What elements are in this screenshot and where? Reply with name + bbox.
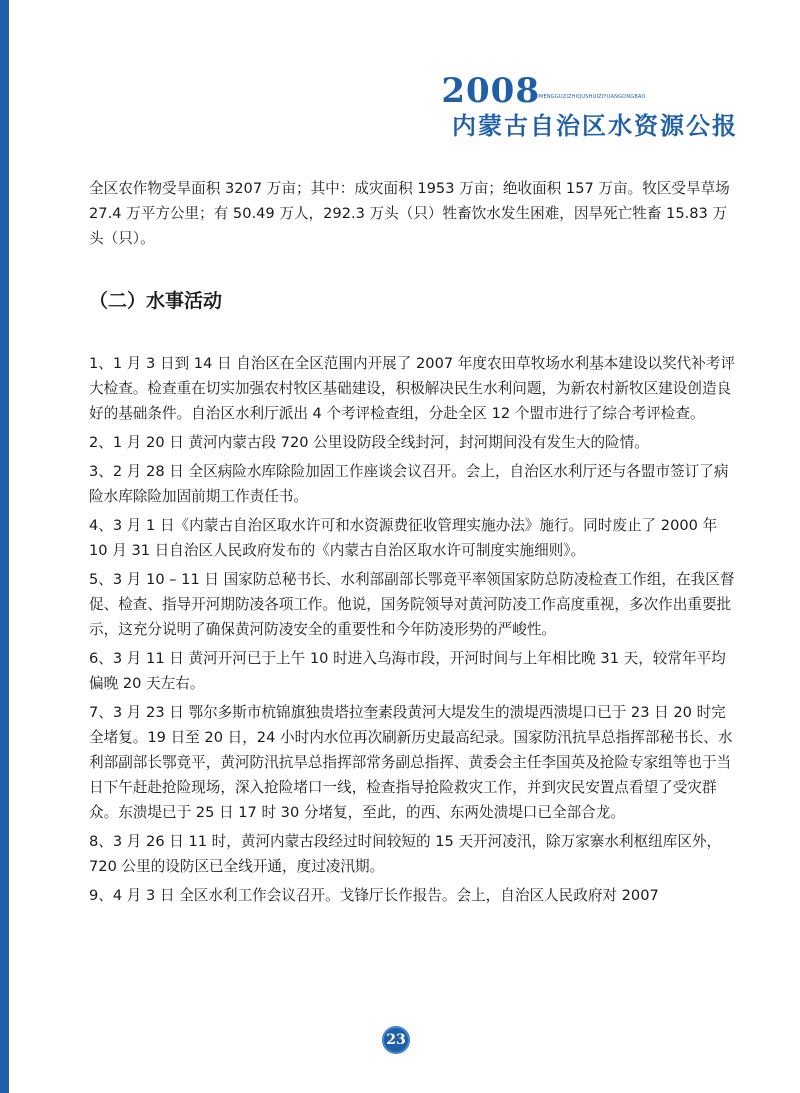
header-year: 2008 [441,71,540,111]
intro-paragraph: 全区农作物受旱面积 3207 万亩；其中：成灾面积 1953 万亩；绝收面积 157 万亩。牧区受旱草场 27.4 万平方公里；有 50.49 万人，292.3 万头（只）牲畜饮水发生困难，因旱死亡牲畜 15.83 万头（只）。 [89,180,730,247]
event-item: 8、3 月 26 日 11 时，黄河内蒙古段经过时间较短的 15 天开河凌汛，除万家寨水利枢纽库区外，720 公里的设防区已全线开通，度过凌汛期。 [89,833,722,875]
event-item: 9、4 月 3 日 全区水利工作会议召开。戈锋厅长作报告。会上，自治区人民政府对 2007 [89,887,659,904]
event-item: 7、3 月 23 日 鄂尔多斯市杭锦旗独贵塔拉奎素段黄河大堤发生的溃堤西溃堤口已于 23 日 20 时完全堵复。19 日至 20 日，24 小时内水位再次刷新历史最高纪录。国家防汛抗旱总指挥部秘书长、水利部副部长鄂竟平，黄河防汛抗旱总指挥部常务副总指挥、黄委会主任李国英及抢险专家组等也于当日下午赶赴抢险现场，深入抢险堵口一线，检查指导抢险救灾工作，并到灾民安置点看望了受灾群众。东溃堤已于 25 日 17 时 30 分堵复，至此，的西、东两处溃堤口已全部合龙。 [89,704,733,821]
page-number-badge: 23 [382,1026,410,1054]
event-item: 5、3 月 10 – 11 日 国家防总秘书长、水利部副部长鄂竟平率领国家防总防凌检查工作组，在我区督促、检查、指导开河期防凌各项工作。他说，国务院领导对黄河防凌工作高度重视，多次作出重要批示，这充分说明了确保黄河防凌安全的重要性和今年防凌形势的严峻性。 [89,571,735,638]
header-title: 内蒙古自治区水资源公报 [452,111,738,140]
event-item: 1、1 月 3 日到 14 日 自治区在全区范围内开展了 2007 年度农田草牧场水利基本建设以奖代补考评大检查。检查重在切实加强农村牧区基础建设，积极解决民生水利问题，为新农村新牧区建设创造良好的基础条件。自治区水利厅派出 4 个考评检查组，分赴全区 12 个盟市进行了综合考评检查。 [89,355,736,422]
event-item: 2、1 月 20 日 黄河内蒙古段 720 公里设防段全线封河，封河期间没有发生大的险情。 [89,434,649,451]
event-item: 6、3 月 11 日 黄河开河已于上午 10 时进入乌海市段，开河时间与上年相比晚 31 天，较常年平均偏晚 20 天左右。 [89,650,726,692]
header-pinyin: NEIMENGGUZIZHIQUSHUIZIYUANGONGBAO [530,94,646,100]
event-item: 3、2 月 28 日 全区病险水库除险加固工作座谈会议召开。会上，自治区水利厅还与各盟市签订了病险水库除险加固前期工作责任书。 [89,463,729,505]
page-header [438,72,738,142]
section-heading: （二）水事活动 [89,290,223,312]
event-item: 4、3 月 1 日《内蒙古自治区取水许可和水资源费征收管理实施办法》施行。同时废止了 2000 年 10 月 31 日自治区人民政府发布的《内蒙古自治区取水许可制度实施细则》。 [89,517,718,559]
page-body [89,176,736,912]
left-border-stripe [0,0,9,1093]
